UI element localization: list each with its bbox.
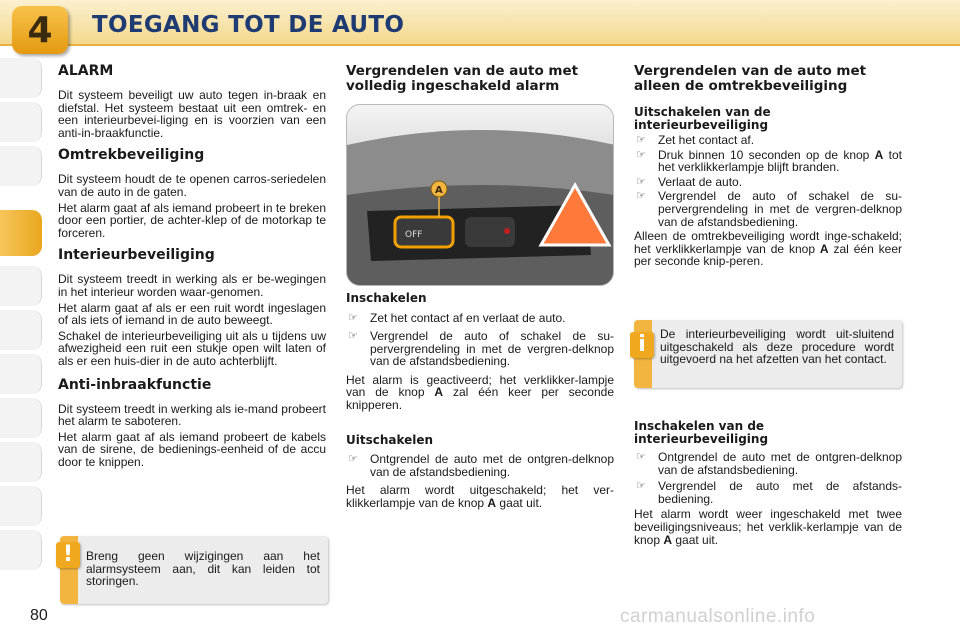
- list-item: ☞ Vergrendel de auto of schakel de su-pervergrendeling in met de vergren-delknop van de afstandsbediening.: [348, 329, 614, 369]
- anti-inbraak-paragraph-2: Het alarm gaat af als iemand probeert de kabels van de sirene, de bedienings-eenheid of de accu door te knippen.: [58, 429, 326, 469]
- warning-icon: !: [56, 542, 80, 568]
- inschakelen-result: Het alarm is geactiveerd; het verklikker-lampje van de knop A zal één keer per seconde knipperen.: [346, 372, 615, 413]
- warning-box: [60, 536, 328, 604]
- pointing-hand-icon: ☞: [636, 175, 646, 188]
- info-text: De interieurbeveiliging wordt uit-sluitend uitgeschakeld als deze procedure wordt uitgevoerd na het afzetten van het contact.: [660, 327, 894, 367]
- chapter-tab-6[interactable]: [0, 310, 42, 350]
- alarm-intro: Dit systeem beveiligt uw auto tegen in-braak en diefstal. Het systeem bestaat uit een omtrek- en een interieurbevei-liging en is voorzien van een anti-in-braakfunctie.: [58, 88, 326, 140]
- chapter-tab-5[interactable]: [0, 266, 42, 306]
- alarm-button-photo: [346, 104, 614, 286]
- chapter-tab-9[interactable]: [0, 442, 42, 482]
- full-alarm-heading: Vergrendelen van de auto met volledig ingeschakeld alarm: [346, 63, 579, 94]
- inschakelen-interieur-result: Het alarm wordt weer ingeschakeld met twee beveiligingsniveaus; het verklik-kerlampje van de knop A gaat uit.: [634, 507, 902, 547]
- uitschakelen-heading: Uitschakelen: [346, 432, 434, 447]
- list-item: ☞ Druk binnen 10 seconden op de knop A tot het verklikkerlampje blijft branden.: [636, 147, 902, 175]
- label-a: A: [435, 185, 443, 196]
- dashboard-illustration: [347, 105, 614, 286]
- watermark: carmanualsonline.info: [620, 606, 816, 627]
- chapter-tab-10[interactable]: [0, 486, 42, 526]
- chapter-tab-3[interactable]: [0, 146, 42, 186]
- chapter-badge: [12, 6, 68, 54]
- omtrek-paragraph-2: Het alarm gaat af als iemand probeert in te breken door een portier, de achter-klep of de motorkap te forceren.: [58, 200, 326, 240]
- uitschakelen-steps: [346, 453, 614, 478]
- header-divider: [0, 44, 960, 46]
- list-item: ☞ Zet het contact af en verlaat de auto.: [348, 310, 566, 325]
- list-item: ☞ Vergrendel de auto of schakel de su-pervergrendeling in met de vergren-delknop van de afstandsbediening.: [636, 189, 902, 229]
- column-perimeter-only: [634, 64, 902, 268]
- anti-inbraak-paragraph-1: Dit systeem treedt in werking als ie-mand probeert het alarm te saboteren.: [58, 401, 326, 429]
- inschakelen-interieur-steps: [634, 451, 902, 505]
- inschakelen-interieur-heading: Inschakelen van de interieurbeveiliging: [634, 419, 769, 446]
- column-full-alarm: [346, 64, 614, 94]
- info-box: [634, 320, 902, 388]
- interieur-paragraph-1: Dit systeem treedt in werking als er be-wegingen in het interieur worden waar-genomen.: [58, 272, 326, 299]
- list-item: ☞ Ontgrendel de auto met de ontgren-delknop van de afstandsbediening.: [636, 450, 902, 477]
- column-perimeter-reenable: [634, 420, 902, 546]
- pointing-hand-icon: ☞: [636, 190, 646, 203]
- list-item: ☞ Vergrendel de auto met de afstands-bediening.: [636, 479, 902, 506]
- chapter-tab-8[interactable]: [0, 398, 42, 438]
- uitschakelen-interieur-result: Alleen de omtrekbeveiliging wordt inge-schakeld; het verklikkerlampje van de knop A zal één keer per seconde knip-peren.: [634, 229, 902, 269]
- switch-off-label: OFF: [405, 230, 423, 240]
- chapter-tab-2[interactable]: [0, 102, 42, 142]
- column-alarm: [58, 64, 326, 468]
- anti-inbraak-heading: Anti-inbraakfunctie: [58, 376, 212, 393]
- uitschakelen-interieur-steps: [634, 134, 902, 228]
- list-item: ☞ Verlaat de auto.: [636, 174, 743, 189]
- uitschakelen-result: Het alarm wordt uitgeschakeld; het ver-klikkerlampje van de knop A gaat uit.: [346, 483, 614, 510]
- pointing-hand-icon: ☞: [636, 134, 646, 146]
- uitschakelen-interieur-heading: Uitschakelen van de interieurbeveiliging: [634, 105, 771, 132]
- chapter-number: 4: [27, 9, 53, 51]
- chapter-tab-1[interactable]: [0, 58, 42, 98]
- list-item: ☞ Ontgrendel de auto met de ontgren-delknop van de afstandsbediening.: [348, 452, 614, 479]
- perimeter-heading: Vergrendelen van de auto met alleen de omtrekbeveiliging: [634, 63, 867, 94]
- chapter-tab-7[interactable]: [0, 354, 42, 394]
- pointing-hand-icon: ☞: [348, 330, 358, 343]
- pointing-hand-icon: ☞: [636, 480, 646, 493]
- page-title: TOEGANG TOT DE AUTO: [92, 12, 405, 38]
- warning-text: Breng geen wijzigingen aan het alarmsysteem aan, dit kan leiden tot storingen.: [86, 549, 320, 589]
- interieur-paragraph-2: Het alarm gaat af als er een ruit wordt ingeslagen of als iets of iemand in de auto beweegt.: [58, 300, 326, 328]
- alarm-heading: ALARM: [58, 63, 114, 79]
- page-number: 80: [30, 607, 48, 624]
- omtrek-paragraph-1: Dit systeem houdt de te openen carros-seriedelen van de auto in de gaten.: [58, 172, 326, 199]
- inschakelen-steps: [346, 312, 614, 368]
- interieur-paragraph-3: Schakel de interieurbeveiliging uit als u tijdens uw afwezigheid een ruit een stukje open wilt laten of als er een huis-dier in de auto achterblijft.: [58, 328, 326, 368]
- pointing-hand-icon: ☞: [636, 451, 646, 463]
- list-item: ☞ Zet het contact af.: [636, 133, 755, 147]
- column-full-alarm-steps: [346, 292, 614, 510]
- pointing-hand-icon: ☞: [348, 453, 358, 466]
- pointing-hand-icon: ☞: [636, 148, 646, 161]
- chapter-tab-11[interactable]: [0, 530, 42, 570]
- chapter-tab-4-active[interactable]: [0, 210, 42, 256]
- inschakelen-heading: Inschakelen: [346, 291, 427, 305]
- info-icon: i: [630, 332, 654, 358]
- omtrek-heading: Omtrekbeveiliging: [58, 147, 205, 164]
- pointing-hand-icon: ☞: [348, 311, 358, 324]
- interieur-heading: Interieurbeveiliging: [58, 247, 215, 264]
